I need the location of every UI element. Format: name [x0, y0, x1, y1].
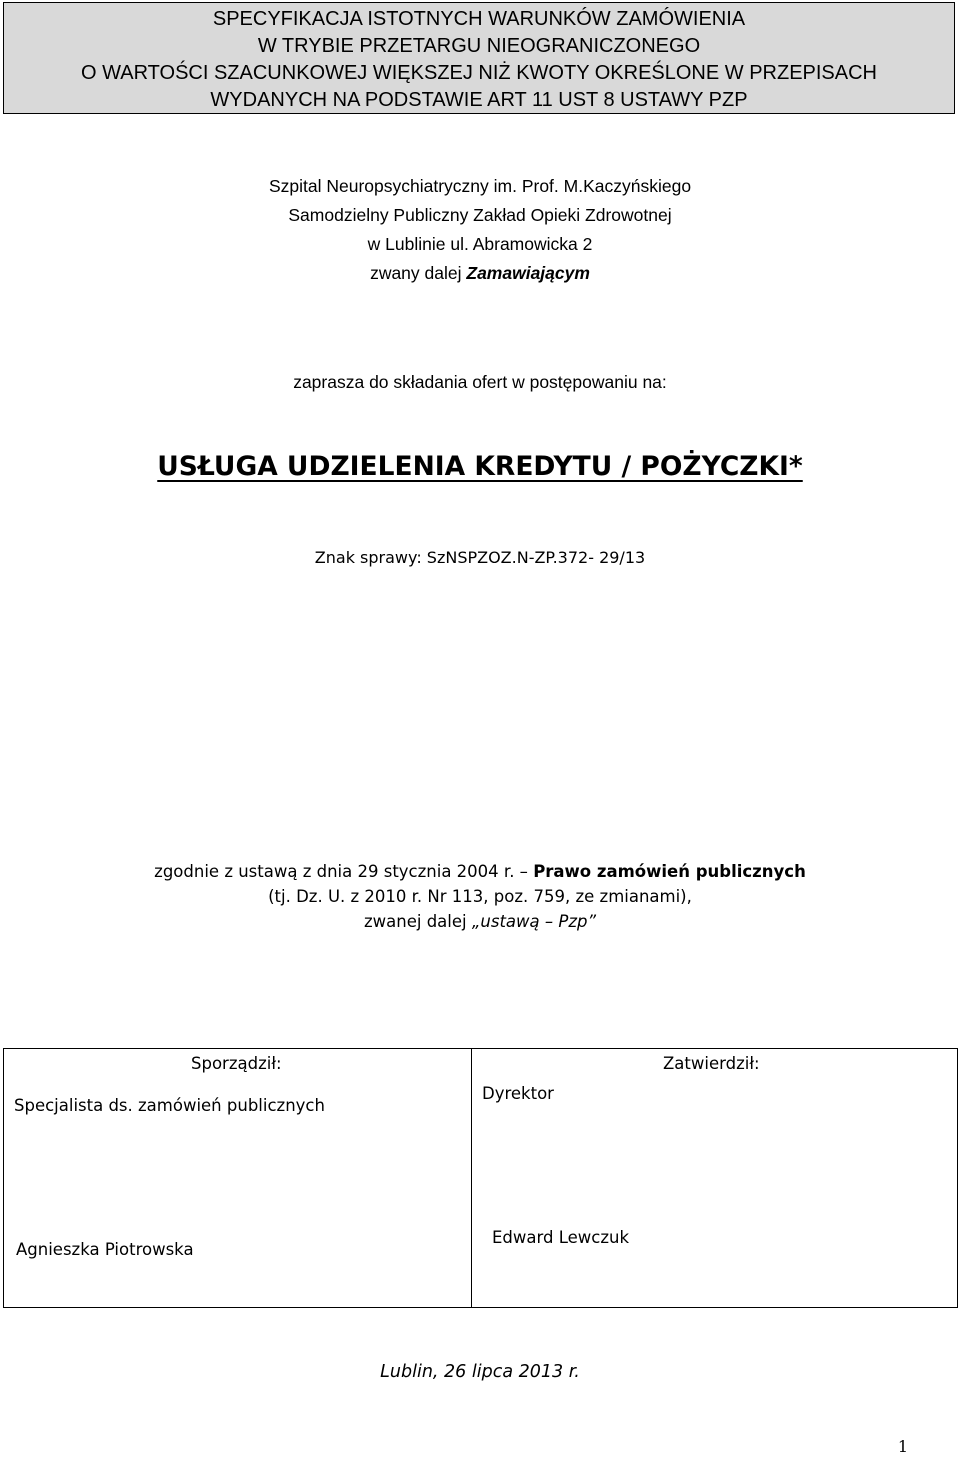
alias-prefix: zwany dalej: [370, 263, 467, 283]
law-reference-line-1: [0, 859, 960, 884]
institution-address: w Lublinie ul. Abramowicka 2: [367, 234, 593, 254]
alias-emphasis: Zamawiającym: [466, 263, 590, 283]
header-line-2: W TRYBIE PRZETARGU NIEOGRANICZONEGO: [257, 35, 701, 57]
document-header-box: [3, 2, 955, 114]
approved-name: Edward Lewczuk: [492, 1228, 630, 1247]
prepared-label: Sporządził:: [191, 1054, 282, 1073]
institution-type: Samodzielny Publiczny Zakład Opieki Zdrowotnej: [288, 205, 672, 225]
law-short-name: „ustawą – Pzp”: [471, 912, 597, 931]
case-number: Znak sprawy: SzNSPZOZ.N-ZP.372- 29/13: [314, 548, 646, 567]
signature-table: [3, 1048, 958, 1308]
invitation-text: zaprasza do składania ofert w postępowaniu na:: [293, 372, 667, 392]
prepared-by-cell: [4, 1049, 472, 1308]
approved-label: Zatwierdził:: [663, 1054, 760, 1073]
law-reference-line-2: (tj. Dz. U. z 2010 r. Nr 113, poz. 759, ze zmianami),: [268, 887, 692, 906]
law-line3-prefix: zwanej dalej: [363, 912, 472, 931]
law-title: Prawo zamówień publicznych: [533, 862, 806, 881]
page-number: 1: [897, 1437, 908, 1456]
institution-alias: [0, 259, 960, 287]
approved-role: Dyrektor: [482, 1084, 554, 1103]
header-line-1: SPECYFIKACJA ISTOTNYCH WARUNKÓW ZAMÓWIENIA: [212, 8, 746, 30]
approved-by-cell: [472, 1049, 958, 1308]
header-line-3: O WARTOŚCI SZACUNKOWEJ WIĘKSZEJ NIŻ KWOTY OKREŚLONE W PRZEPISACH: [80, 62, 877, 84]
law-line1-prefix: zgodnie z ustawą z dnia 29 stycznia 2004 r. –: [154, 862, 534, 881]
place-and-date: Lublin, 26 lipca 2013 r.: [380, 1362, 580, 1382]
law-reference-line-3: [0, 909, 960, 934]
institution-name: Szpital Neuropsychiatryczny im. Prof. M.Kaczyńskiego: [268, 176, 692, 196]
prepared-role: Specjalista ds. zamówień publicznych: [14, 1096, 325, 1115]
procurement-title: USŁUGA UDZIELENIA KREDYTU / POŻYCZKI*: [157, 451, 803, 482]
prepared-name: Agnieszka Piotrowska: [16, 1240, 194, 1259]
header-line-4: WYDANYCH NA PODSTAWIE ART 11 UST 8 USTAWY PZP: [210, 89, 748, 111]
